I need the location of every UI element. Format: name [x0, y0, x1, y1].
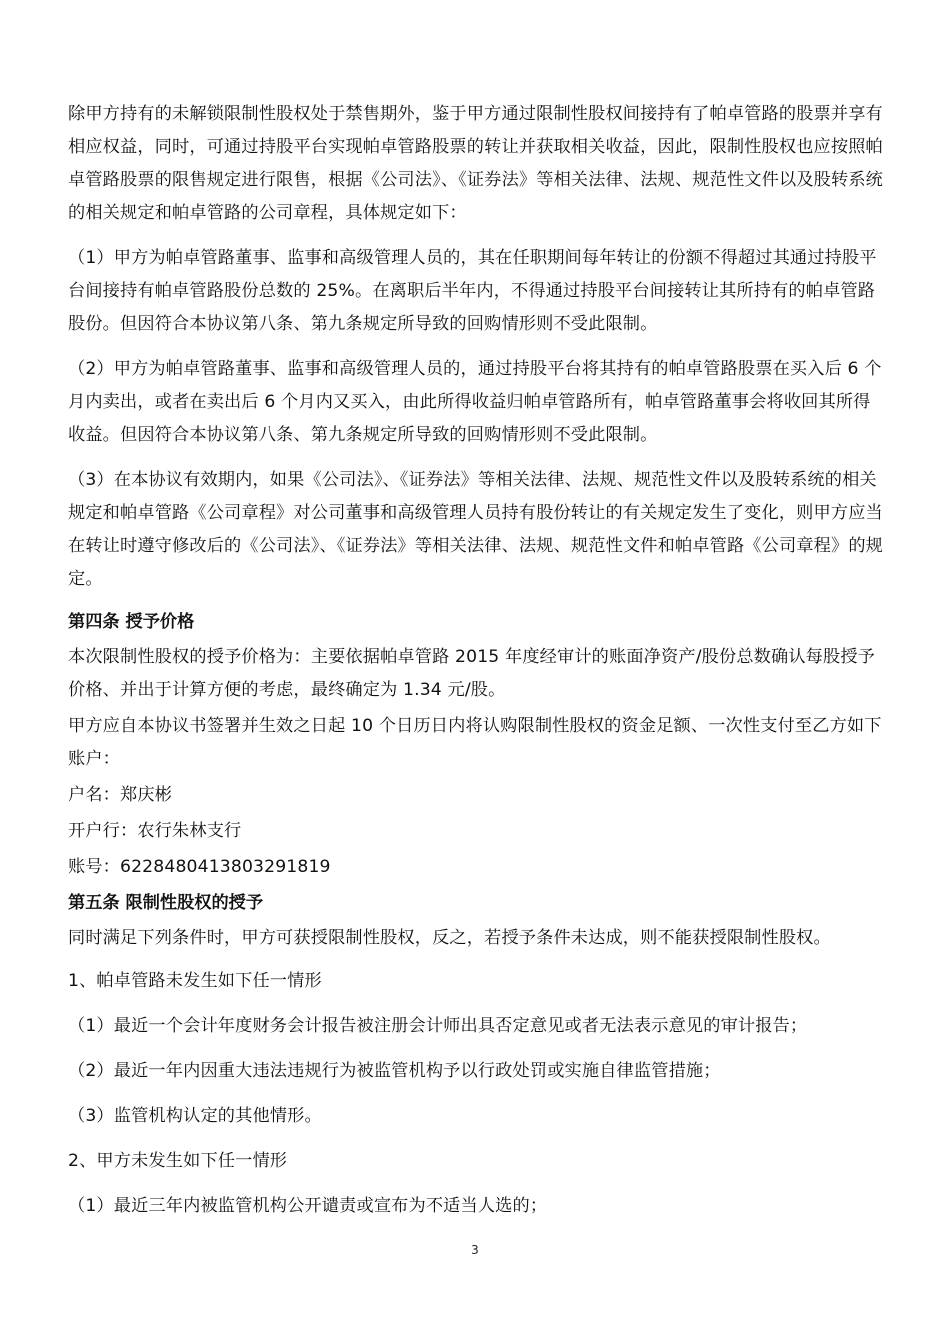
paragraph-grant-price: 本次限制性股权的授予价格为：主要依据帕卓管路 2015 年度经审计的账面净资产/股份总数确认每股授予价格、并出于计算方便的考虑，最终确定为 1.34 元/股。	[68, 647, 876, 700]
account-number-line: 账号：6228480413803291819	[68, 857, 331, 877]
condition-company-item-1: （1）最近一个会计年度财务会计报告被注册会计师出具否定意见或者无法表示意见的审计报告；	[68, 1016, 808, 1036]
paragraph-payment-terms: 甲方应自本协议书签署并生效之日起 10 个日历日内将认购限制性股权的资金足额、一次性支付至乙方如下账户：	[68, 716, 882, 769]
section-heading-article-5: 第五条 限制性股权的授予	[68, 893, 264, 913]
paragraph-lockup-intro: 除甲方持有的未解锁限制性股权处于禁售期外，鉴于甲方通过限制性股权间接持有了帕卓管路的股票并享有相应权益，同时，可通过持股平台实现帕卓管路股票的转让并获取相关收益，因此，限制性股权也应按照帕卓管路股票的限售规定进行限售，根据《公司法》、《证券法》等相关法律、法规、规范性文件以及股转系统的相关规定和帕卓管路的公司章程，具体规定如下：	[68, 104, 884, 223]
paragraph-item-1-transfer-limit: （1）甲方为帕卓管路董事、监事和高级管理人员的，其在任职期间每年转让的份额不得超过其通过持股平台间接持有帕卓管路股份总数的 25%。在离职后半年内，不得通过持股平台间接转让其所持有的帕卓管路股份。但因符合本协议第八条、第九条规定所导致的回购情形则不受此限制。	[68, 248, 877, 334]
document-body	[68, 98, 884, 1235]
paragraph-grant-conditions: 同时满足下列条件时，甲方可获授限制性股权，反之，若授予条件未达成，则不能获授限制性股权。	[68, 928, 831, 948]
paragraph-item-3-rule-changes: （3）在本协议有效期内，如果《公司法》、《证券法》等相关法律、法规、规范性文件以及股转系统的相关规定和帕卓管路《公司章程》对公司董事和高级管理人员持有股份转让的有关规定发生了变化，则甲方应当在转让时遵守修改后的《公司法》、《证券法》等相关法律、法规、规范性文件和帕卓管路《公司章程》的规定。	[68, 470, 884, 589]
condition-heading-party-a: 2、甲方未发生如下任一情形	[68, 1151, 288, 1171]
condition-company-item-3: （3）监管机构认定的其他情形。	[68, 1106, 322, 1126]
condition-party-a-item-1: （1）最近三年内被监管机构公开谴责或宣布为不适当人选的；	[68, 1196, 548, 1216]
page-number: 3	[471, 1243, 479, 1257]
condition-heading-company: 1、帕卓管路未发生如下任一情形	[68, 971, 322, 991]
account-name-line: 户名：郑庆彬	[68, 785, 173, 805]
section-heading-article-4: 第四条 授予价格	[68, 612, 195, 632]
account-bank-line: 开户行：农行朱林支行	[68, 821, 242, 841]
condition-company-item-2: （2）最近一年内因重大违法违规行为被监管机构予以行政处罚或实施自律监管措施；	[68, 1061, 721, 1081]
paragraph-item-2-short-swing: （2）甲方为帕卓管路董事、监事和高级管理人员的，通过持股平台将其持有的帕卓管路股票在买入后 6 个月内卖出，或者在卖出后 6 个月内又买入，由此所得收益归帕卓管路所有，帕卓管路董事会将收回其所得收益。但因符合本协议第八条、第九条规定所导致的回购情形则不受此限制。	[68, 359, 882, 445]
